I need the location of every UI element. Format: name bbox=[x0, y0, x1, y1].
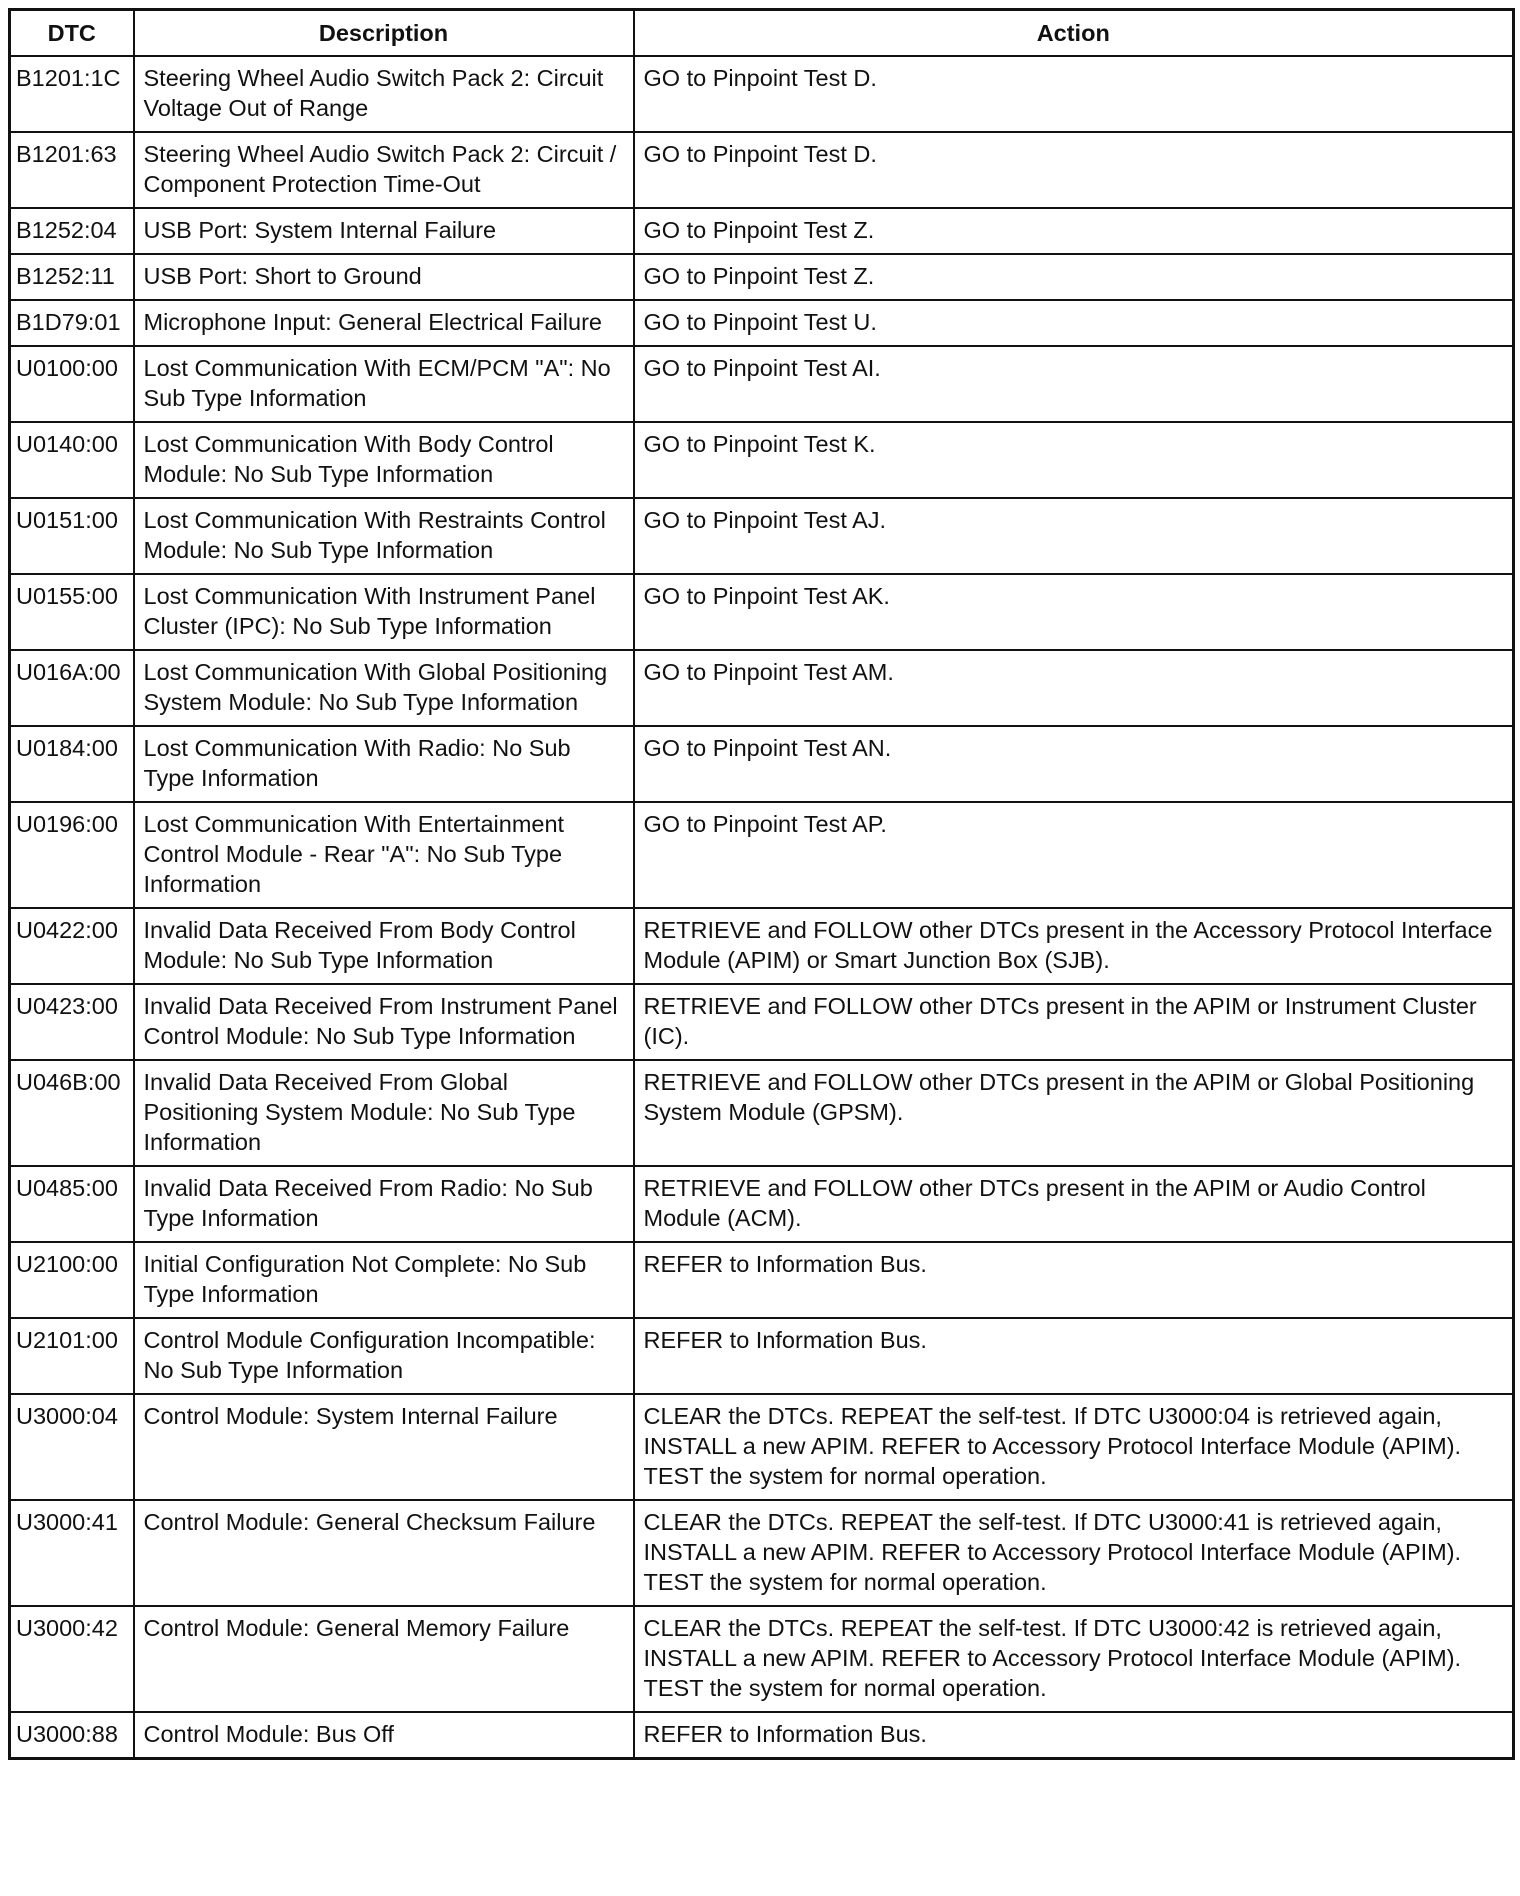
table-row bbox=[10, 908, 1514, 984]
dtc-code-cell: U3000:41 bbox=[10, 1500, 134, 1606]
description-cell: Invalid Data Received From Global Positioning System Module: No Sub Type Information bbox=[134, 1060, 634, 1166]
description-cell: Control Module: Bus Off bbox=[134, 1712, 634, 1759]
action-cell: REFER to Information Bus. bbox=[634, 1318, 1514, 1394]
action-cell: REFER to Information Bus. bbox=[634, 1242, 1514, 1318]
table-row bbox=[10, 346, 1514, 422]
table-row bbox=[10, 1166, 1514, 1242]
dtc-code-cell: U0151:00 bbox=[10, 498, 134, 574]
dtc-code-cell: U016A:00 bbox=[10, 650, 134, 726]
action-cell: RETRIEVE and FOLLOW other DTCs present in the APIM or Instrument Cluster (IC). bbox=[634, 984, 1514, 1060]
action-cell: RETRIEVE and FOLLOW other DTCs present in the APIM or Audio Control Module (ACM). bbox=[634, 1166, 1514, 1242]
action-cell: RETRIEVE and FOLLOW other DTCs present in the APIM or Global Positioning System Module (GPSM). bbox=[634, 1060, 1514, 1166]
description-cell: Steering Wheel Audio Switch Pack 2: Circuit Voltage Out of Range bbox=[134, 56, 634, 132]
dtc-code-cell: U3000:88 bbox=[10, 1712, 134, 1759]
dtc-code-cell: B1201:1C bbox=[10, 56, 134, 132]
table-row bbox=[10, 56, 1514, 132]
header-row bbox=[10, 10, 1514, 57]
dtc-code-cell: U3000:42 bbox=[10, 1606, 134, 1712]
dtc-code-cell: U0196:00 bbox=[10, 802, 134, 908]
dtc-code-cell: U0184:00 bbox=[10, 726, 134, 802]
action-cell: RETRIEVE and FOLLOW other DTCs present in the Accessory Protocol Interface Module (APIM) or Smart Junction Box (SJB). bbox=[634, 908, 1514, 984]
description-cell: Invalid Data Received From Body Control Module: No Sub Type Information bbox=[134, 908, 634, 984]
action-cell: GO to Pinpoint Test D. bbox=[634, 132, 1514, 208]
table-row bbox=[10, 1500, 1514, 1606]
dtc-code-cell: B1252:11 bbox=[10, 254, 134, 300]
description-cell: Lost Communication With Instrument Panel Cluster (IPC): No Sub Type Information bbox=[134, 574, 634, 650]
table-row bbox=[10, 1606, 1514, 1712]
table-row bbox=[10, 132, 1514, 208]
action-cell: CLEAR the DTCs. REPEAT the self-test. If DTC U3000:04 is retrieved again, INSTALL a new APIM. REFER to Accessory Protocol Interface Module (APIM). TEST the system for normal operation. bbox=[634, 1394, 1514, 1500]
table-row bbox=[10, 726, 1514, 802]
description-cell: Invalid Data Received From Radio: No Sub Type Information bbox=[134, 1166, 634, 1242]
description-cell: Initial Configuration Not Complete: No Sub Type Information bbox=[134, 1242, 634, 1318]
table-row bbox=[10, 1394, 1514, 1500]
action-cell: GO to Pinpoint Test Z. bbox=[634, 208, 1514, 254]
dtc-code-cell: U0423:00 bbox=[10, 984, 134, 1060]
header-action: Action bbox=[634, 10, 1514, 57]
description-cell: USB Port: System Internal Failure bbox=[134, 208, 634, 254]
action-cell: GO to Pinpoint Test AM. bbox=[634, 650, 1514, 726]
dtc-code-cell: U0422:00 bbox=[10, 908, 134, 984]
header-dtc: DTC bbox=[10, 10, 134, 57]
table-row bbox=[10, 574, 1514, 650]
description-cell: Lost Communication With Restraints Control Module: No Sub Type Information bbox=[134, 498, 634, 574]
dtc-code-cell: U0140:00 bbox=[10, 422, 134, 498]
description-cell: Steering Wheel Audio Switch Pack 2: Circuit / Component Protection Time-Out bbox=[134, 132, 634, 208]
dtc-code-cell: U3000:04 bbox=[10, 1394, 134, 1500]
action-cell: CLEAR the DTCs. REPEAT the self-test. If DTC U3000:41 is retrieved again, INSTALL a new APIM. REFER to Accessory Protocol Interface Module (APIM). TEST the system for normal operation. bbox=[634, 1500, 1514, 1606]
table-row bbox=[10, 1712, 1514, 1759]
dtc-code-cell: B1201:63 bbox=[10, 132, 134, 208]
action-cell: GO to Pinpoint Test Z. bbox=[634, 254, 1514, 300]
action-cell: GO to Pinpoint Test AP. bbox=[634, 802, 1514, 908]
table-row bbox=[10, 1318, 1514, 1394]
description-cell: Lost Communication With ECM/PCM "A": No Sub Type Information bbox=[134, 346, 634, 422]
table-row bbox=[10, 1242, 1514, 1318]
table-row bbox=[10, 1060, 1514, 1166]
description-cell: Invalid Data Received From Instrument Panel Control Module: No Sub Type Information bbox=[134, 984, 634, 1060]
header-description: Description bbox=[134, 10, 634, 57]
dtc-code-cell: U0485:00 bbox=[10, 1166, 134, 1242]
description-cell: Control Module: General Memory Failure bbox=[134, 1606, 634, 1712]
dtc-code-cell: U2100:00 bbox=[10, 1242, 134, 1318]
table-row bbox=[10, 650, 1514, 726]
dtc-table bbox=[8, 8, 1515, 1760]
action-cell: CLEAR the DTCs. REPEAT the self-test. If DTC U3000:42 is retrieved again, INSTALL a new APIM. REFER to Accessory Protocol Interface Module (APIM). TEST the system for normal operation. bbox=[634, 1606, 1514, 1712]
action-cell: GO to Pinpoint Test AN. bbox=[634, 726, 1514, 802]
action-cell: GO to Pinpoint Test AK. bbox=[634, 574, 1514, 650]
action-cell: GO to Pinpoint Test D. bbox=[634, 56, 1514, 132]
description-cell: Lost Communication With Entertainment Control Module - Rear "A": No Sub Type Information bbox=[134, 802, 634, 908]
action-cell: GO to Pinpoint Test AJ. bbox=[634, 498, 1514, 574]
dtc-code-cell: U0100:00 bbox=[10, 346, 134, 422]
description-cell: Control Module: System Internal Failure bbox=[134, 1394, 634, 1500]
action-cell: GO to Pinpoint Test AI. bbox=[634, 346, 1514, 422]
dtc-code-cell: U2101:00 bbox=[10, 1318, 134, 1394]
table-body bbox=[10, 56, 1514, 1759]
description-cell: Lost Communication With Body Control Module: No Sub Type Information bbox=[134, 422, 634, 498]
table-row bbox=[10, 208, 1514, 254]
action-cell: REFER to Information Bus. bbox=[634, 1712, 1514, 1759]
table-row bbox=[10, 300, 1514, 346]
table-row bbox=[10, 984, 1514, 1060]
table-row bbox=[10, 498, 1514, 574]
table-row bbox=[10, 422, 1514, 498]
description-cell: Lost Communication With Radio: No Sub Type Information bbox=[134, 726, 634, 802]
description-cell: Microphone Input: General Electrical Failure bbox=[134, 300, 634, 346]
description-cell: USB Port: Short to Ground bbox=[134, 254, 634, 300]
table-header bbox=[10, 10, 1514, 57]
dtc-code-cell: B1252:04 bbox=[10, 208, 134, 254]
description-cell: Lost Communication With Global Positioning System Module: No Sub Type Information bbox=[134, 650, 634, 726]
description-cell: Control Module: General Checksum Failure bbox=[134, 1500, 634, 1606]
table-row bbox=[10, 254, 1514, 300]
table-row bbox=[10, 802, 1514, 908]
dtc-code-cell: U046B:00 bbox=[10, 1060, 134, 1166]
description-cell: Control Module Configuration Incompatible: No Sub Type Information bbox=[134, 1318, 634, 1394]
action-cell: GO to Pinpoint Test U. bbox=[634, 300, 1514, 346]
dtc-code-cell: U0155:00 bbox=[10, 574, 134, 650]
dtc-code-cell: B1D79:01 bbox=[10, 300, 134, 346]
action-cell: GO to Pinpoint Test K. bbox=[634, 422, 1514, 498]
